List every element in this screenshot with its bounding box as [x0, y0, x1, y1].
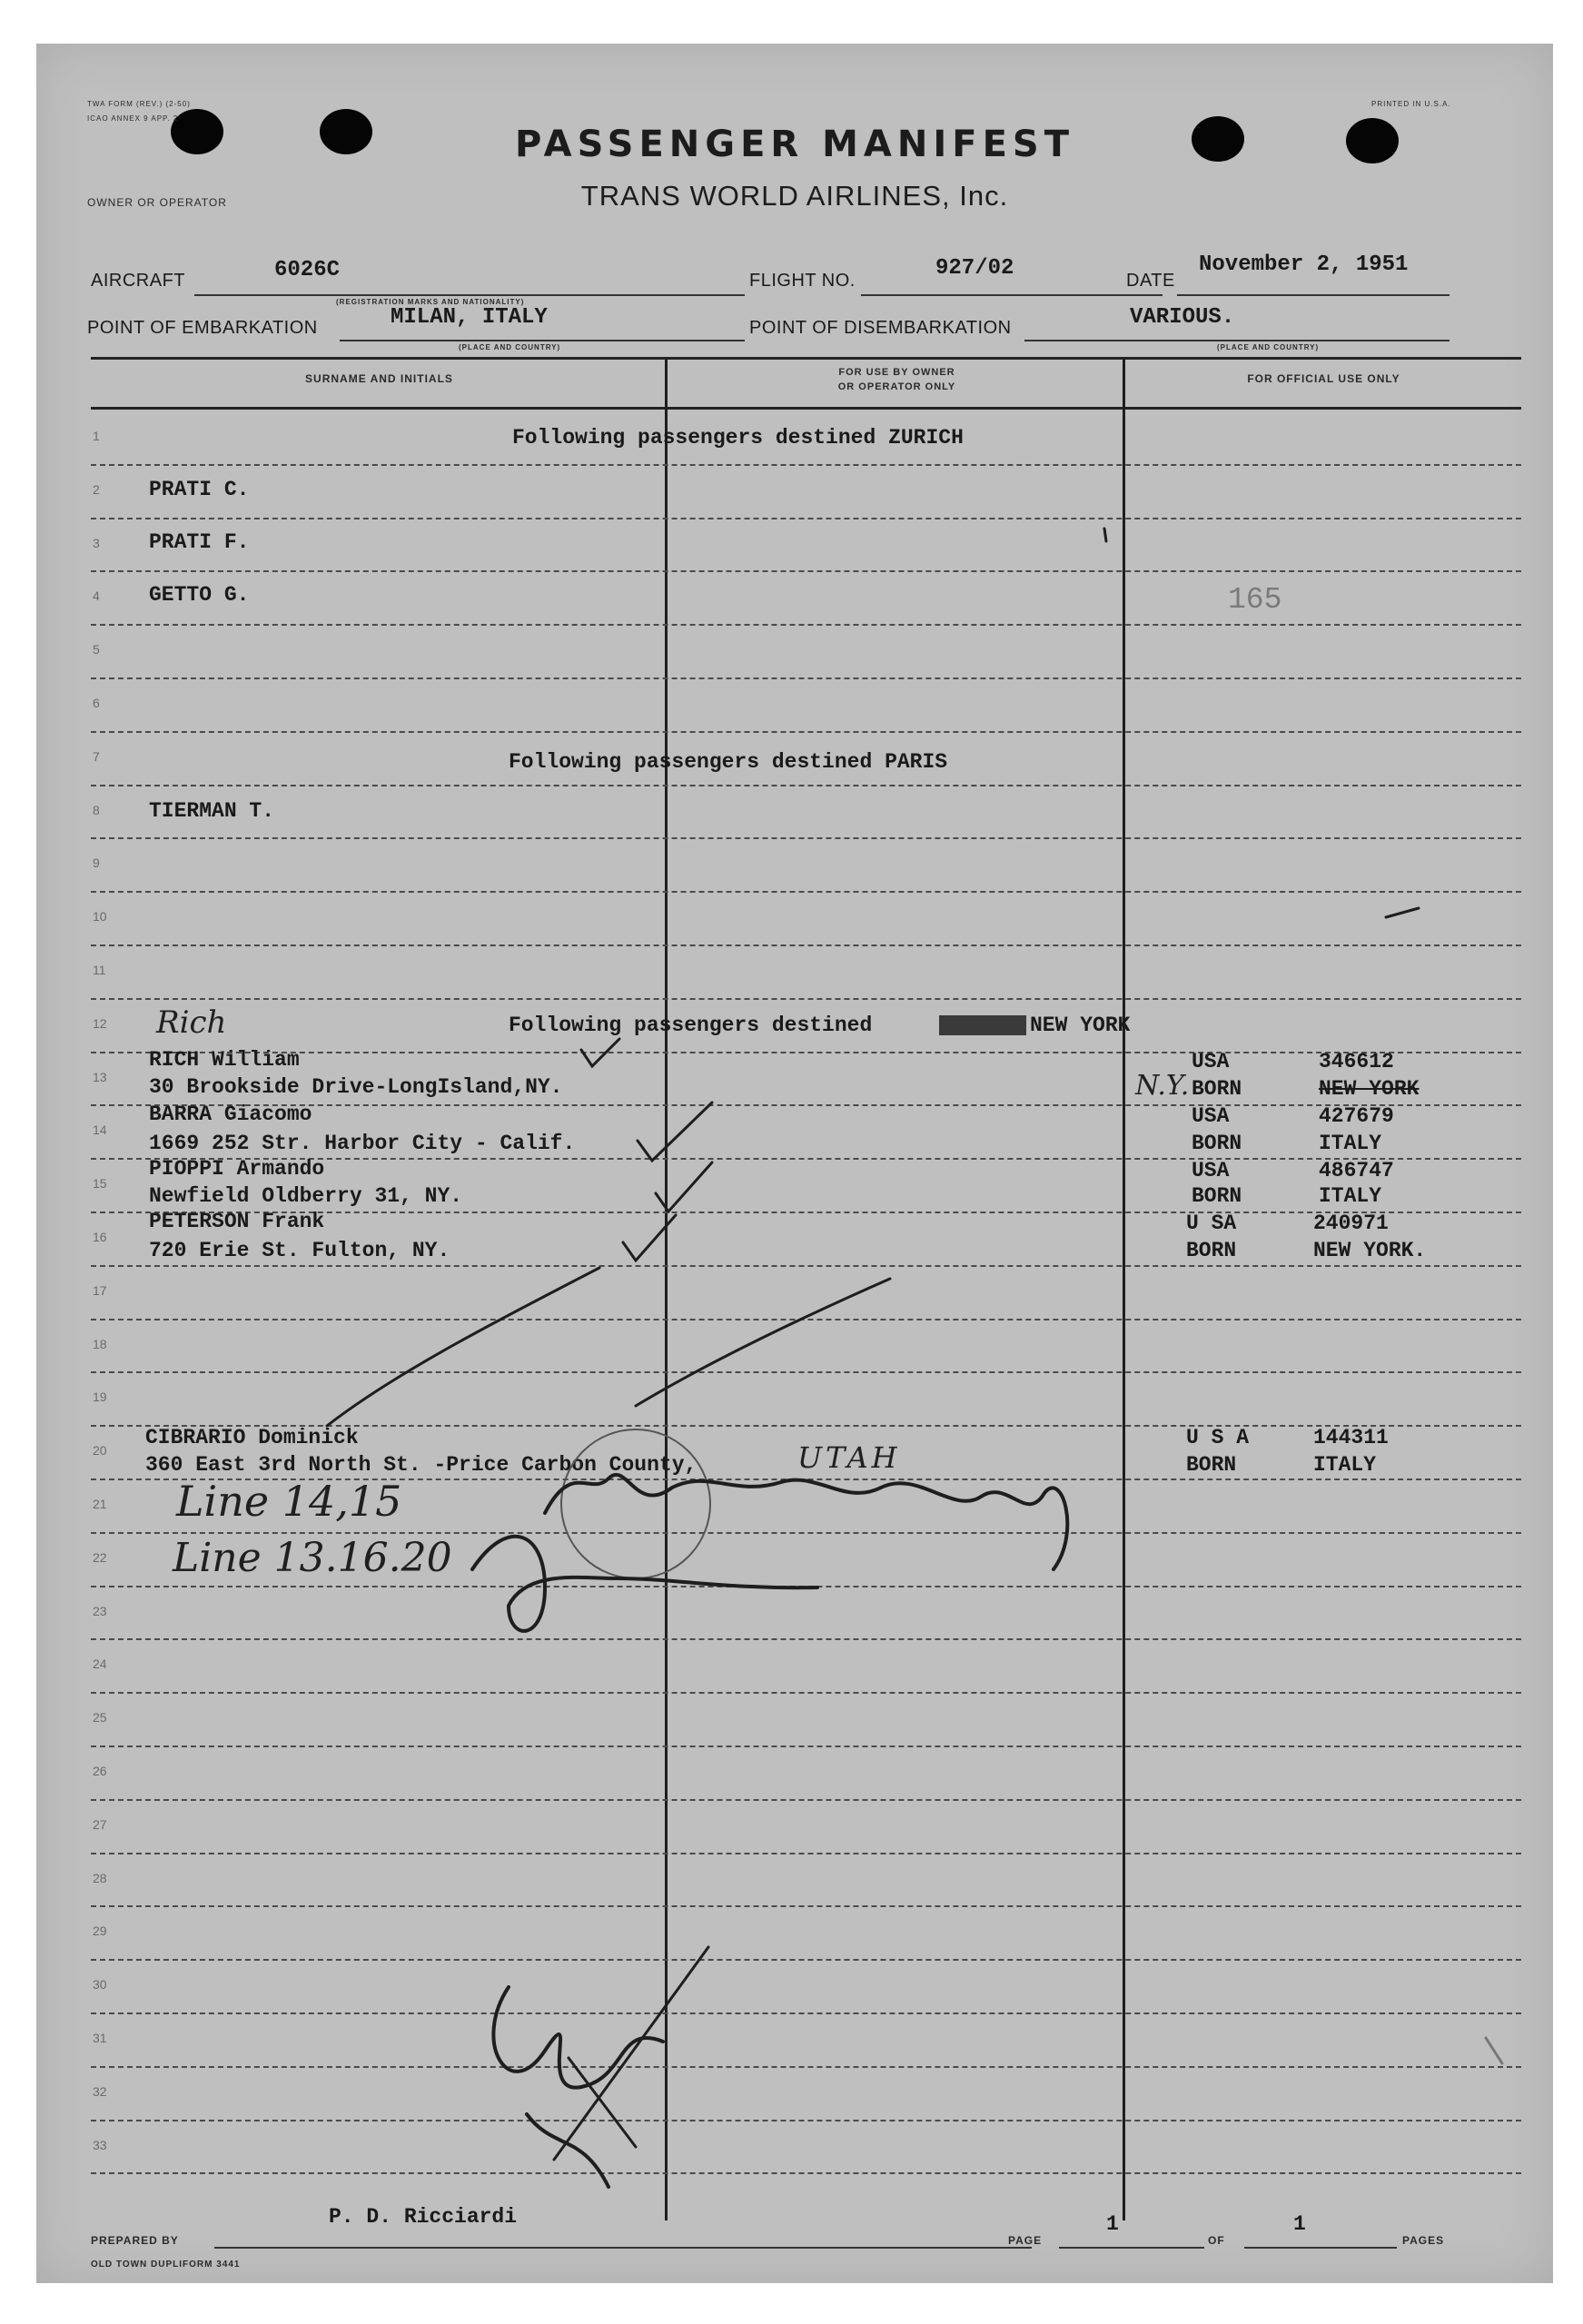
disembarkation-sublabel: (PLACE AND COUNTRY) — [1217, 343, 1320, 351]
stamp-number: 165 — [1228, 583, 1282, 617]
circular-stamp — [561, 1429, 710, 1578]
passenger-address: 720 Erie St. Fulton, NY. — [149, 1239, 450, 1262]
column-header-official: FOR OFFICIAL USE ONLY — [1247, 372, 1400, 385]
row-number: 12 — [93, 1015, 107, 1031]
manifest-page — [36, 44, 1553, 2283]
handwritten-marks — [36, 44, 1553, 2283]
row-number: 10 — [93, 909, 107, 925]
row-number: 30 — [93, 1977, 107, 1993]
tick-mark — [1104, 529, 1106, 541]
row-number: 17 — [93, 1282, 107, 1298]
passenger-name: BARRA Giacomo — [149, 1103, 312, 1126]
row-number: 22 — [93, 1549, 107, 1565]
signature-scribble — [545, 1475, 1067, 1569]
passenger-name: PIOPPI Armando — [149, 1157, 325, 1181]
diagonal-stroke — [636, 1279, 890, 1406]
row-number: 20 — [93, 1443, 107, 1459]
passenger-address: Newfield Oldberry 31, NY. — [149, 1184, 463, 1208]
passport-number: 427679 — [1319, 1104, 1394, 1128]
check-mark — [656, 1162, 712, 1211]
disembarkation-value: VARIOUS. — [1130, 305, 1235, 330]
date-label: DATE — [1126, 271, 1175, 291]
birthplace: ITALY — [1319, 1132, 1382, 1155]
passenger-name: TIERMAN T. — [149, 799, 275, 823]
row-number: 6 — [93, 696, 100, 710]
of-label: OF — [1208, 2234, 1225, 2247]
passenger-address: 360 East 3rd North St. -Price Carbon County, — [145, 1453, 698, 1477]
row-number: 21 — [93, 1497, 107, 1511]
born-label: BORN — [1186, 1453, 1237, 1477]
nationality: USA — [1192, 1159, 1230, 1182]
prepared-by-label: PREPARED BY — [91, 2234, 179, 2247]
row-number: 7 — [93, 748, 100, 764]
passenger-name: GETTO G. — [149, 583, 250, 607]
destination-heading-zurich: Following passengers destined ZURICH — [512, 426, 964, 450]
row-number: 29 — [93, 1923, 107, 1939]
born-label: BORN — [1192, 1184, 1242, 1208]
nationality: U SA — [1186, 1211, 1237, 1235]
nationality: USA — [1192, 1050, 1230, 1073]
row-number: 11 — [93, 963, 106, 977]
diagonal-stroke — [554, 1947, 708, 2160]
born-label: BORN — [1192, 1132, 1242, 1155]
column-header-owner-line1: FOR USE BY OWNER — [838, 367, 955, 378]
birthplace: NEW YORK. — [1313, 1239, 1427, 1262]
aircraft-sublabel: (REGISTRATION MARKS AND NATIONALITY) — [336, 298, 525, 306]
row-number: 26 — [93, 1764, 107, 1778]
owner-operator-label: OWNER OR OPERATOR — [87, 196, 227, 209]
aircraft-value: 6026C — [274, 258, 341, 282]
flight-no-label: FLIGHT NO. — [749, 271, 856, 291]
born-label: BORN — [1192, 1077, 1242, 1101]
preparer-name: P. D. Ricciardi — [329, 2205, 518, 2229]
passenger-name: RICH William — [149, 1048, 300, 1072]
row-number: 16 — [93, 1230, 107, 1244]
row-number: 15 — [93, 1176, 107, 1192]
check-mark — [623, 1215, 676, 1261]
flight-no-value: 927/02 — [935, 256, 1014, 281]
destination-heading-ny: Following passengers destined — [509, 1014, 873, 1037]
handwritten-state: UTAH — [797, 1440, 901, 1475]
birthplace: ITALY — [1313, 1453, 1377, 1477]
check-mark — [581, 1039, 619, 1066]
passenger-name: CIBRARIO Dominick — [145, 1426, 359, 1449]
handwritten-note: N.Y. — [1135, 1070, 1190, 1102]
handwritten-annotation: Line 13.16.20 — [173, 1535, 452, 1581]
row-number: 25 — [93, 1710, 107, 1726]
column-header-owner-line2: OR OPERATOR ONLY — [837, 381, 956, 392]
handwritten-annotation: Line 14,15 — [176, 1477, 402, 1526]
embarkation-label: POINT OF EMBARKATION — [87, 318, 318, 338]
row-number: 27 — [93, 1816, 107, 1832]
row-number: 2 — [93, 481, 100, 497]
form-code: TWA FORM (REV.) (2-50) — [87, 100, 191, 108]
row-number: 14 — [93, 1122, 107, 1138]
row-number: 32 — [93, 2083, 107, 2099]
diagonal-stroke — [569, 2058, 636, 2147]
disembarkation-label: POINT OF DISEMBARKATION — [749, 318, 1012, 338]
row-number: 24 — [93, 1656, 107, 1672]
nationality: USA — [1192, 1104, 1230, 1128]
page-total: 1 — [1293, 2212, 1306, 2236]
tick-mark — [1486, 2038, 1502, 2063]
row-number: 28 — [93, 1870, 107, 1885]
page-title: PASSENGER MANIFEST — [515, 124, 1074, 165]
nationality: U S A — [1186, 1426, 1250, 1449]
passenger-name: PETERSON Frank — [149, 1210, 325, 1233]
check-mark — [638, 1103, 712, 1161]
tick-mark — [1386, 908, 1419, 917]
row-number: 33 — [93, 2137, 107, 2152]
row-number: 23 — [93, 1603, 107, 1618]
passenger-address: 30 Brookside Drive-LongIsland,NY. — [149, 1075, 563, 1099]
passenger-address: 1669 252 Str. Harbor City - Calif. — [149, 1132, 576, 1155]
passenger-name: PRATI F. — [149, 530, 250, 554]
destination-heading-paris: Following passengers destined PARIS — [509, 750, 948, 774]
airline-name: TRANS WORLD AIRLINES, Inc. — [580, 180, 1009, 212]
printer-imprint: OLD TOWN DUPLIFORM 3441 — [91, 2260, 241, 2270]
row-number: 31 — [93, 2031, 107, 2045]
row-number: 8 — [93, 802, 100, 817]
diagonal-stroke — [327, 1268, 599, 1426]
row-number: 18 — [93, 1336, 107, 1351]
signature-scribble — [527, 2114, 608, 2187]
passport-number: 346612 — [1319, 1050, 1394, 1073]
row-number: 9 — [93, 855, 100, 871]
embarkation-sublabel: (PLACE AND COUNTRY) — [459, 343, 561, 351]
born-label: BORN — [1186, 1239, 1237, 1262]
row-number: 5 — [93, 642, 100, 658]
row-number: 13 — [93, 1069, 107, 1084]
handwritten-correction: Rich — [156, 1004, 227, 1041]
passport-number: 486747 — [1319, 1159, 1394, 1182]
aircraft-label: AIRCRAFT — [91, 271, 185, 291]
birthplace: ITALY — [1319, 1184, 1382, 1208]
page-label: PAGE — [1008, 2234, 1043, 2247]
printed-note: PRINTED IN U.S.A. — [1371, 100, 1451, 108]
pages-label: PAGES — [1402, 2234, 1445, 2247]
column-header-surname: SURNAME AND INITIALS — [305, 372, 453, 385]
passenger-name: PRATI C. — [149, 478, 250, 501]
page-number: 1 — [1106, 2212, 1119, 2236]
date-value: November 2, 1951 — [1199, 252, 1409, 277]
row-number: 3 — [93, 535, 100, 550]
birthplace: NEW YORK — [1319, 1077, 1420, 1101]
row-number: 1 — [93, 429, 100, 443]
row-number: 19 — [93, 1389, 107, 1405]
form-annex: ICAO ANNEX 9 APP. 2 — [87, 114, 179, 123]
passport-number: 240971 — [1313, 1211, 1389, 1235]
signature-scribble — [472, 1537, 817, 1631]
passport-number: 144311 — [1313, 1426, 1389, 1449]
row-number: 4 — [93, 588, 100, 604]
destination-city: NEW YORK — [1030, 1014, 1131, 1037]
embarkation-value: MILAN, ITALY — [391, 305, 548, 330]
